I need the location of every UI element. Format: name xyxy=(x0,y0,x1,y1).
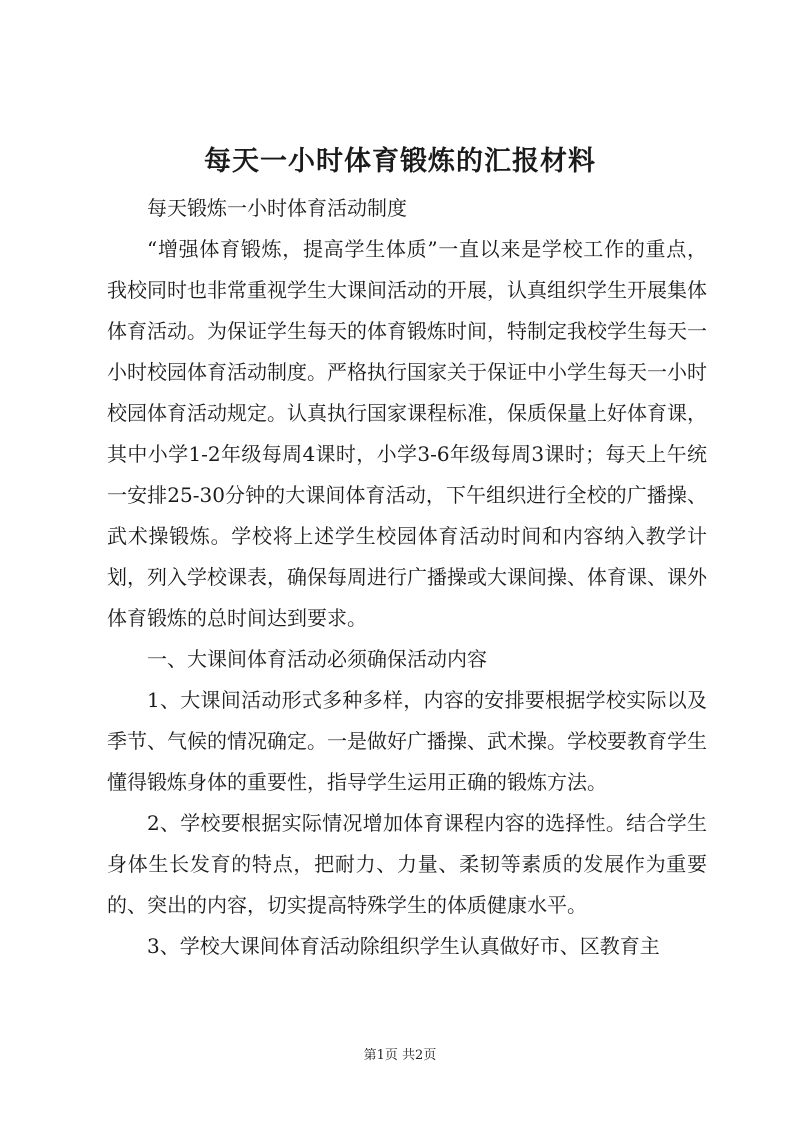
page-number-footer: 第1页 共2页 xyxy=(363,1048,437,1063)
paragraph-subtitle: 每天锻炼一小时体育活动制度 xyxy=(147,196,407,220)
paragraph-item-3: 3、学校大课间体育活动除组织学生认真做好市、区教育主 xyxy=(147,934,660,958)
paragraph-intro: “增强体育锻炼，提高学生体质”一直以来是学校工作的重点，我校同时也非常重视学生大课间活动的开展，认真组织学生开展集体体育活动。为保证学生每天的体育锻炼时间，特制定我校学生每天一小时校园体育活动制度。严格执行国家关于保证中小学生每天一小时校园体育活动规定。认真执行国家课程标准，保质保量上好体育课，其中小学1-2年级每周4课时，小学3-6年级每周3课时；每天上午统一安排25-30分钟的大课间体育活动，下午组织进行全校的广播操、武术操锻炼。学校将上述学生校园体育活动时间和内容纳入教学计划，列入学校课表，确保每周进行广播操或大课间操、体育课、课外体育锻炼的总时间达到要求。 xyxy=(107,237,707,630)
paragraph-item-1: 1、大课间活动形式多种多样，内容的安排要根据学校实际以及季节、气候的情况确定。一是做好广播操、武术操。学校要教育学生懂得锻炼身体的重要性，指导学生运用正确的锻炼方法。 xyxy=(107,688,707,794)
document-title: 每天一小时体育锻炼的汇报材料 xyxy=(204,146,596,177)
paragraph-item-2: 2、学校要根据实际情况增加体育课程内容的选择性。结合学生身体生长发育的特点，把耐力、力量、柔韧等素质的发展作为重要的、突出的内容，切实提高特殊学生的体质健康水平。 xyxy=(107,811,707,917)
section-heading-1: 一、大课间体育活动必须确保活动内容 xyxy=(147,647,487,671)
document-body xyxy=(107,188,707,967)
